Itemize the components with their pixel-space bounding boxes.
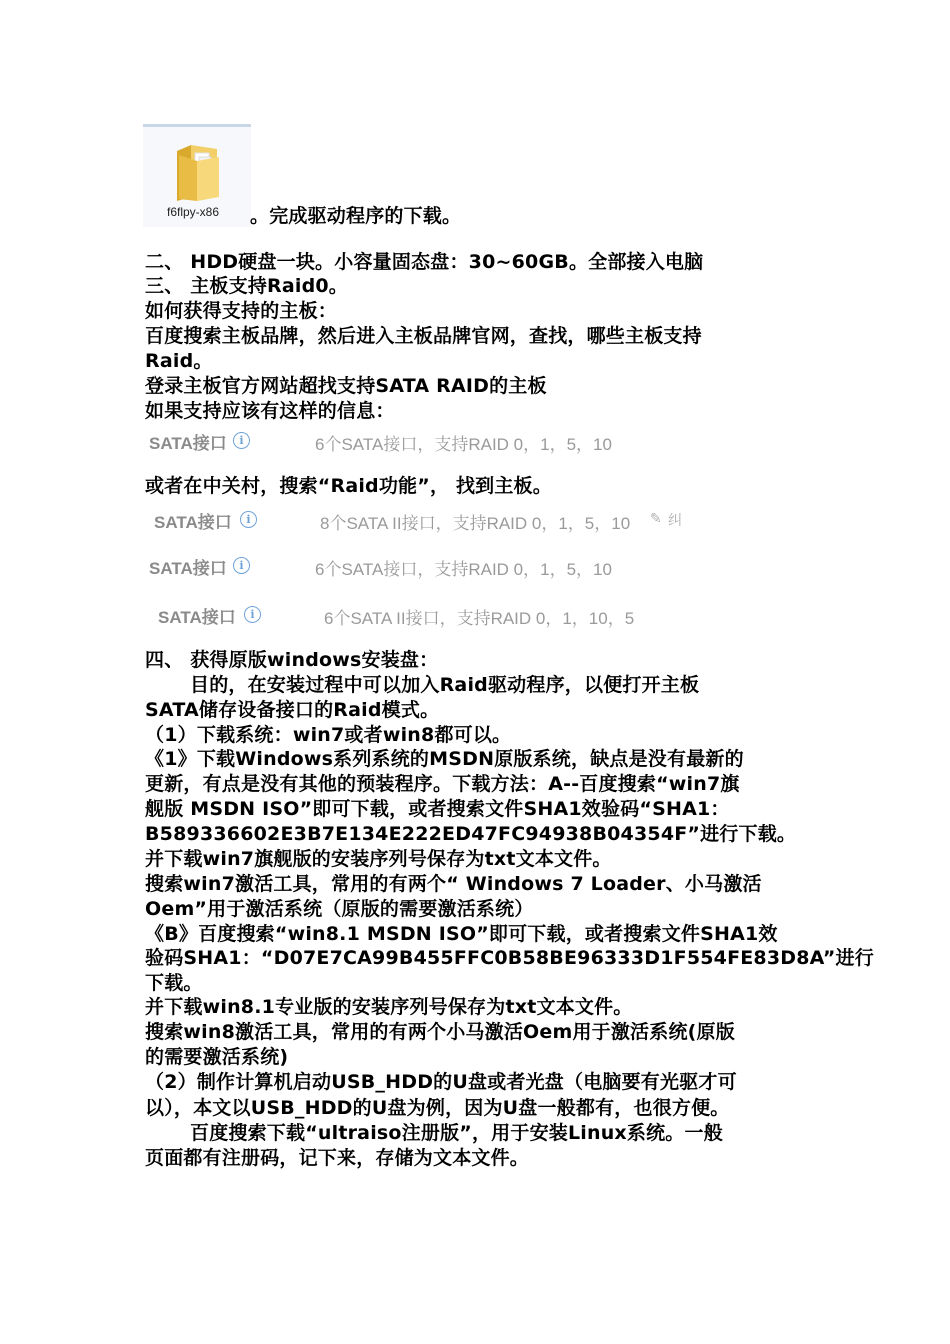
text-line: 验码SHA1：“D07E7CA99B455FFC0B58BE96333D1F554FE83D8A”进行	[145, 947, 874, 969]
sata-label: SATA接口	[154, 513, 232, 532]
folder-label: f6flpy-x86	[167, 205, 220, 219]
text-line: 舰版 MSDN ISO”即可下载，或者搜索文件SHA1效验码“SHA1：	[145, 798, 730, 820]
edit-icon: ✎	[650, 510, 662, 526]
text-line: 二、 HDD硬盘一块。小容量固态盘：30~60GB。全部接入电脑	[145, 251, 704, 273]
edit-label: 纠	[668, 512, 682, 528]
text-line: 三、 主板支持Raid0。	[145, 275, 349, 297]
text-line: 页面都有注册码，记下来，存储为文本文件。	[145, 1147, 530, 1169]
text-line: 下载。	[145, 972, 203, 994]
text-line: 《B》百度搜索“win8.1 MSDN ISO”即可下载，或者搜索文件SHA1效	[145, 923, 778, 945]
text-line: （1）下载系统：win7或者win8都可以。	[145, 724, 512, 746]
sata-label: SATA接口	[158, 608, 236, 627]
text-line: 。完成驱动程序的下载。	[250, 205, 462, 227]
text-line: 以），本文以USB_HDD的U盘为例，因为U盘一般都有，也很方便。	[145, 1097, 730, 1119]
sata-value: 8个SATA II接口，支持RAID 0，1，5，10	[320, 514, 631, 533]
info-icon: i	[233, 557, 250, 574]
text-line: （2）制作计算机启动USB_HDD的U盘或者光盘（电脑要有光驱才可	[145, 1071, 737, 1093]
text-line: 更新，有点是没有其他的预装程序。下载方法：A--百度搜索“win7旗	[145, 773, 740, 795]
text-line: SATA储存设备接口的Raid模式。	[145, 699, 440, 721]
info-icon: i	[244, 606, 261, 623]
text-line: B589336602E3B7E134E222ED47FC94938B04354F”进行下载。	[145, 823, 797, 845]
text-line: 目的，在安装过程中可以加入Raid驱动程序，以便打开主板	[190, 674, 700, 696]
sata-value: 6个SATA II接口，支持RAID 0，1，10，5	[324, 609, 635, 628]
text-line: 百度搜索下载“ultraiso注册版”，用于安装Linux系统。一般	[190, 1122, 723, 1144]
text-line: 或者在中关村，搜索“Raid功能”， 找到主板。	[145, 475, 552, 497]
sata-value: 6个SATA接口，支持RAID 0，1，5，10	[315, 560, 612, 579]
info-icon: i	[240, 511, 257, 528]
text-line: 四、 获得原版windows安装盘：	[145, 649, 439, 671]
text-line: 百度搜索主板品牌，然后进入主板品牌官网，查找，哪些主板支持	[145, 325, 702, 347]
text-line: 搜索win8激活工具，常用的有两个小马激活Oem用于激活系统(原版	[145, 1021, 735, 1043]
text-line: 如果支持应该有这样的信息：	[145, 400, 395, 422]
sata-label: SATA接口	[149, 559, 227, 578]
folder-thumbnail	[143, 124, 251, 227]
text-line: 并下载win7旗舰版的安装序列号保存为txt文本文件。	[145, 848, 612, 870]
text-line: 如何获得支持的主板：	[145, 300, 338, 322]
info-icon: i	[233, 432, 250, 449]
text-line: 搜索win7激活工具，常用的有两个“ Windows 7 Loader、小马激活	[145, 873, 762, 895]
text-line: 的需要激活系统)	[145, 1046, 289, 1068]
folder-icon	[173, 141, 221, 203]
text-line: Raid。	[145, 350, 213, 372]
text-line: 并下载win8.1专业版的安装序列号保存为txt文本文件。	[145, 996, 633, 1018]
text-line: 《1》下载Windows系列系统的MSDN原版系统，缺点是没有最新的	[145, 748, 744, 770]
sata-label: SATA接口	[149, 434, 227, 453]
sata-value: 6个SATA接口，支持RAID 0，1，5，10	[315, 435, 612, 454]
text-line: Oem”用于激活系统（原版的需要激活系统）	[145, 898, 534, 920]
text-line: 登录主板官方网站超找支持SATA RAID的主板	[145, 375, 547, 397]
